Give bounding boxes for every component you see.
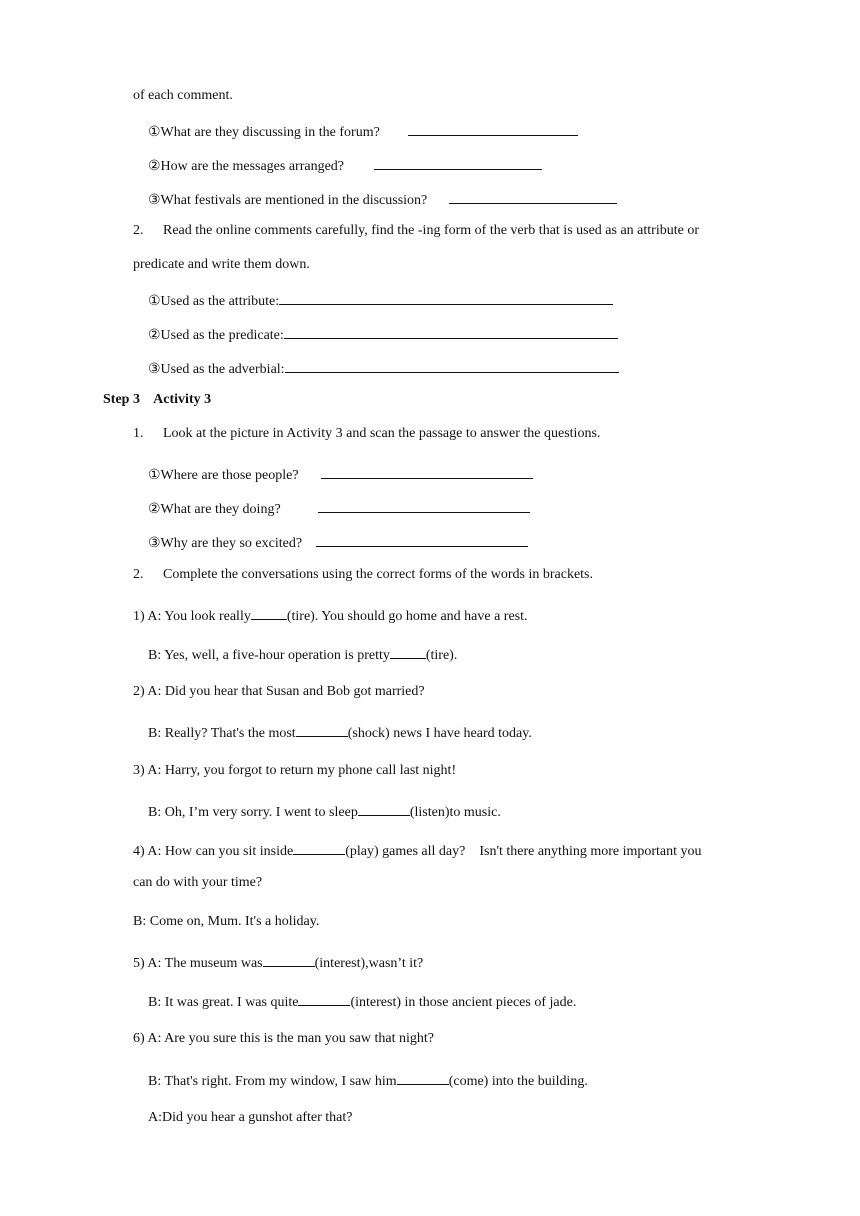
conversation-line: 3) A: Harry, you forgot to return my phone call last night!: [133, 763, 457, 778]
conversation-line: B: Come on, Mum. It's a holiday.: [133, 914, 320, 929]
answer-blank[interactable]: [408, 121, 578, 136]
instruction-2: 2.: [133, 567, 144, 582]
predicate-line: ②Used as the predicate:: [148, 324, 618, 345]
conversation-line: A:Did you hear a gunshot after that?: [148, 1110, 353, 1125]
fill-blank[interactable]: [298, 991, 350, 1006]
question-message-arrangement: ②How are the messages arranged?: [148, 155, 542, 176]
answer-blank[interactable]: [284, 324, 618, 339]
instruction-2: 2.: [133, 223, 144, 238]
fill-blank[interactable]: [251, 605, 287, 620]
answer-blank[interactable]: [374, 155, 542, 170]
question-festivals: ③What festivals are mentioned in the discussion?: [148, 189, 617, 210]
conversation-line: 6) A: Are you sure this is the man you saw that night?: [133, 1031, 434, 1046]
conversation-line: B: Oh, I’m very sorry. I went to sleep (listen)to music.: [148, 801, 501, 822]
fill-blank[interactable]: [390, 644, 426, 659]
answer-blank[interactable]: [316, 532, 528, 547]
instruction-text: Look at the picture in Activity 3 and scan the passage to answer the questions.: [163, 426, 601, 441]
fill-blank[interactable]: [358, 801, 410, 816]
fill-blank[interactable]: [397, 1070, 449, 1085]
fill-blank[interactable]: [263, 952, 315, 967]
answer-blank[interactable]: [279, 290, 613, 305]
section-heading: Step 3 Activity 3: [103, 392, 212, 407]
conversation-line: 5) A: The museum was (interest),wasn’t it?: [133, 952, 423, 973]
instruction-text: Read the online comments carefully, find the -ing form of the verb that is used as an attribute or: [163, 223, 699, 238]
instruction-text: Complete the conversations using the correct forms of the words in brackets.: [163, 567, 593, 582]
answer-blank[interactable]: [285, 358, 619, 373]
text-line: predicate and write them down.: [133, 257, 310, 272]
fill-blank[interactable]: [293, 840, 345, 855]
conversation-line: can do with your time?: [133, 875, 263, 890]
answer-blank[interactable]: [449, 189, 617, 204]
conversation-line: B: Really? That's the most (shock) news I have heard today.: [148, 722, 532, 743]
fill-blank[interactable]: [296, 722, 348, 737]
conversation-line: 1) A: You look really (tire). You should go home and have a rest.: [133, 605, 528, 626]
answer-blank[interactable]: [318, 498, 530, 513]
conversation-line: B: That's right. From my window, I saw him (come) into the building.: [148, 1070, 588, 1091]
question-where: ①Where are those people?: [148, 464, 533, 485]
conversation-line: B: It was great. I was quite (interest) in those ancient pieces of jade.: [148, 991, 576, 1012]
question-why-excited: ③Why are they so excited?: [148, 532, 528, 553]
conversation-line: B: Yes, well, a five-hour operation is pretty (tire).: [148, 644, 457, 665]
answer-blank[interactable]: [321, 464, 533, 479]
conversation-line: 2) A: Did you hear that Susan and Bob got married?: [133, 684, 425, 699]
conversation-line: 4) A: How can you sit inside (play) games all day? Isn't there anything more important you: [133, 840, 702, 861]
instruction-1: 1.: [133, 426, 144, 441]
attribute-line: ①Used as the attribute:: [148, 290, 613, 311]
question-what-doing: ②What are they doing?: [148, 498, 530, 519]
adverbial-line: ③Used as the adverbial:: [148, 358, 619, 379]
text-line: of each comment.: [133, 88, 233, 103]
question-forum-topic: ①What are they discussing in the forum?: [148, 121, 578, 142]
